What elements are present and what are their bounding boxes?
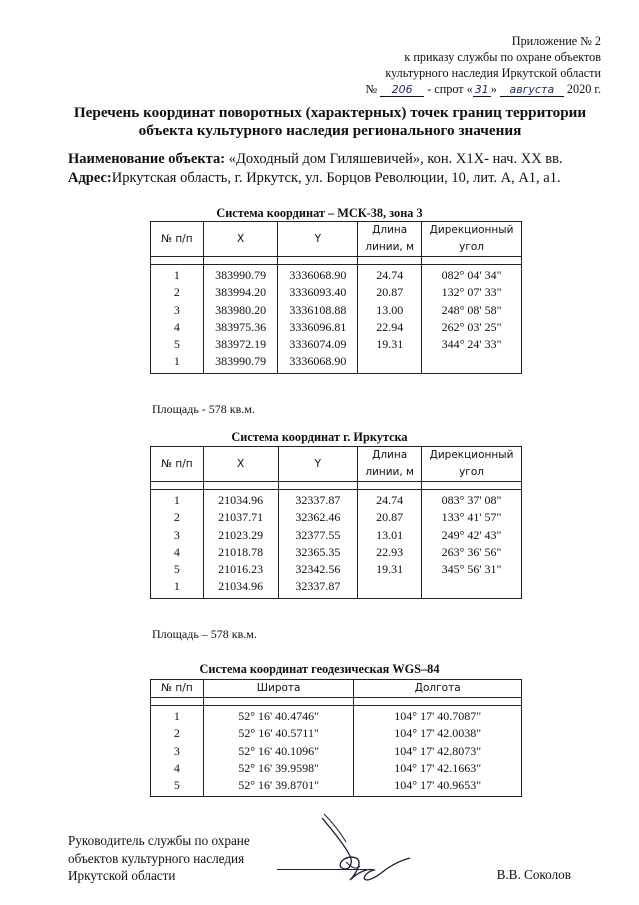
cell-num: 2 [173, 726, 180, 741]
cell-x: 383990.79 [215, 268, 267, 282]
cell-direction: 083° 37' 08" [441, 493, 502, 507]
table-body-row [151, 265, 522, 374]
signatory-line-3: Иркутской области [68, 868, 176, 883]
cell-num: 1 [173, 709, 180, 723]
cell-y: 32365.35 [295, 544, 341, 559]
appendix-line-1: Приложение № 2 [511, 34, 601, 48]
table-header-row [151, 680, 522, 698]
header-length [358, 222, 422, 257]
cell-x: 383994.20 [215, 285, 267, 300]
cell-x: 21016.23 [218, 562, 264, 577]
header-num: № п/п [151, 680, 204, 698]
col-num [151, 706, 204, 797]
cell-y: 3336074.09 [289, 337, 347, 352]
object-name-row [68, 150, 628, 169]
cell-num: 3 [173, 527, 180, 542]
cell-num: 4 [173, 319, 180, 334]
cell-num: 2 [173, 510, 180, 525]
object-name-label: Наименование объекта: [68, 151, 226, 167]
order-number-handwritten: 206 [380, 83, 424, 97]
cell-num: 1 [173, 579, 180, 594]
col-longitude [354, 706, 522, 797]
object-address-row [68, 169, 628, 188]
appendix-line-3: культурного наследия Иркутской области [385, 66, 601, 80]
header-longitude: Долгота [354, 680, 522, 698]
cell-length: 19.31 [376, 337, 404, 352]
col-y [278, 265, 358, 374]
cell-longitude: 104° 17' 42.0038" [394, 726, 482, 741]
cell-length: 22.93 [376, 544, 404, 559]
cell-x: 21023.29 [218, 527, 264, 542]
cell-y: 3336108.88 [289, 302, 347, 317]
header-x: X [203, 447, 278, 482]
cell-num: 4 [173, 544, 180, 559]
header-length-line-1: Длина [372, 224, 408, 236]
cell-x: 383990.79 [215, 354, 267, 369]
header-direction [422, 447, 522, 482]
cell-direction: 082° 04' 34" [441, 268, 502, 282]
cell-latitude: 52° 16' 39.8701" [238, 778, 320, 793]
table-spacer-row [151, 698, 522, 706]
col-y [278, 490, 358, 599]
cell-length: 24.74 [376, 493, 404, 507]
col-length [358, 490, 422, 599]
signatory-title [68, 832, 250, 885]
header-y: Y [278, 447, 358, 482]
appendix-line-2: к приказу службы по охране объектов [404, 50, 601, 64]
cell-direction: 345° 56' 31" [441, 562, 502, 577]
header-latitude: Широта [203, 680, 354, 698]
appendix-header [365, 33, 601, 97]
signatory-line-1: Руководитель службы по охране [68, 833, 250, 848]
cell-direction: 248° 08' 58" [441, 302, 502, 317]
table-body-row [151, 490, 522, 599]
header-direction-line-2: угол [459, 466, 484, 478]
table-1-caption: Система координат – МСК-38, зона 3 [216, 206, 423, 220]
header-length [358, 447, 422, 482]
header-num: № п/п [151, 222, 204, 257]
order-day-close: » [490, 82, 497, 96]
order-number-prefix: № [365, 82, 378, 96]
cell-y: 32377.55 [295, 527, 341, 542]
object-address-value: Иркутская область, г. Иркутск, ул. Борцов Революции, 10, лит. А, А1, а1. [111, 170, 561, 186]
coords-table-msk38 [150, 221, 522, 374]
signatory-line-2: объектов культурного наследия [68, 850, 245, 866]
cell-x: 21018.78 [218, 544, 264, 559]
cell-latitude: 52° 16' 39.9598" [238, 760, 320, 775]
cell-direction: 262° 03' 25" [441, 319, 502, 334]
cell-num: 4 [173, 760, 180, 775]
title-line-1: Перечень координат поворотных (характерных) точек границ территории [73, 104, 587, 121]
cell-y: 3336096.81 [289, 319, 347, 334]
cell-x: 383975.36 [215, 319, 267, 334]
cell-num: 1 [173, 268, 180, 282]
cell-longitude: 104° 17' 42.1663" [394, 760, 482, 775]
header-length-line-2: линии, м [365, 466, 414, 478]
document-title [60, 104, 600, 140]
col-num [151, 265, 204, 374]
cell-x: 383980.20 [215, 302, 267, 317]
cell-latitude: 52° 16' 40.5711" [238, 726, 319, 741]
signer-name: В.В. Соколов [496, 867, 571, 882]
cell-length: 20.87 [376, 285, 404, 300]
order-line [365, 81, 601, 97]
cell-num: 5 [173, 778, 180, 793]
table-body-row [151, 706, 522, 797]
cell-length: 13.01 [376, 527, 404, 542]
header-x: X [203, 222, 278, 257]
cell-length: 20.87 [376, 510, 404, 525]
table-header-row [151, 447, 522, 482]
cell-x: 21034.96 [218, 579, 264, 594]
order-day-handwritten: 31 [474, 83, 489, 96]
header-direction [422, 222, 522, 257]
header-direction-line-1: Дирекционный [429, 449, 514, 461]
header-length-line-1: Длина [372, 449, 408, 461]
table-spacer-row [151, 257, 522, 265]
object-info [68, 150, 628, 188]
cell-num: 1 [173, 354, 180, 369]
col-num [151, 490, 204, 599]
cell-longitude: 104° 17' 42.8073" [394, 743, 482, 758]
cell-y: 3336068.90 [289, 354, 347, 369]
cell-latitude: 52° 16' 40.1096" [238, 743, 320, 758]
cell-y: 32337.87 [295, 493, 341, 507]
col-length [358, 265, 422, 374]
title-line-2: объекта культурного наследия регионального значения [138, 122, 522, 139]
coords-table-irkutsk [150, 446, 522, 599]
cell-num: 3 [173, 302, 180, 317]
cell-y: 32337.87 [295, 579, 341, 594]
header-length-line-2: линии, м [365, 241, 415, 253]
cell-num: 2 [173, 285, 180, 300]
cell-num: 1 [173, 493, 180, 507]
col-direction [422, 490, 522, 599]
cell-x: 21034.96 [218, 493, 264, 507]
cell-num: 3 [173, 743, 180, 758]
col-x [203, 490, 278, 599]
table-spacer-row [151, 482, 522, 490]
cell-y: 32342.56 [295, 562, 341, 577]
area-2: Площадь – 578 кв.м. [152, 627, 257, 641]
object-name-value: «Доходный дом Гиляшевичей», кон. X1X- нач. XX вв. [228, 151, 563, 167]
order-year: 2020 г. [566, 82, 601, 96]
handwritten-signature [310, 810, 420, 890]
table-2-caption: Система координат г. Иркутска [231, 430, 408, 444]
col-direction [422, 265, 522, 374]
cell-length: 19.31 [376, 562, 404, 577]
cell-y: 32362.46 [295, 510, 341, 525]
cell-direction: 344° 24' 33" [441, 337, 502, 352]
cell-x: 383972.19 [215, 337, 267, 352]
col-latitude [203, 706, 354, 797]
cell-y: 3336068.90 [289, 268, 347, 282]
cell-longitude: 104° 17' 40.9653" [394, 778, 482, 793]
cell-direction: 133° 41' 57" [441, 510, 502, 525]
object-address-label: Адрес: [68, 170, 112, 186]
area-1: Площадь - 578 кв.м. [152, 402, 255, 416]
cell-direction: 249° 42' 43" [441, 527, 502, 542]
coords-table-wgs84 [150, 679, 522, 797]
col-x [203, 265, 278, 374]
order-mid-text: - спрот « [427, 82, 473, 96]
cell-length: 13.00 [376, 302, 404, 317]
order-month-handwritten: августа [500, 83, 564, 97]
cell-length: 22.94 [376, 319, 404, 334]
cell-y: 3336093.40 [289, 285, 347, 300]
cell-num: 5 [173, 562, 180, 577]
header-direction-line-1: Дирекционный [429, 224, 514, 236]
cell-num: 5 [173, 337, 180, 352]
cell-length: 24.74 [376, 268, 404, 282]
header-direction-line-2: угол [459, 241, 484, 253]
cell-latitude: 52° 16' 40.4746" [238, 709, 320, 723]
header-num: № п/п [151, 447, 204, 482]
table-3-caption: Система координат геодезическая WGS–84 [199, 662, 440, 676]
header-y: Y [278, 222, 358, 257]
table-header-row [151, 222, 522, 257]
cell-direction: 263° 36' 56" [441, 544, 502, 559]
cell-x: 21037.71 [218, 510, 264, 525]
cell-longitude: 104° 17' 40.7087" [394, 709, 482, 723]
cell-direction: 132° 07' 33" [441, 285, 502, 300]
